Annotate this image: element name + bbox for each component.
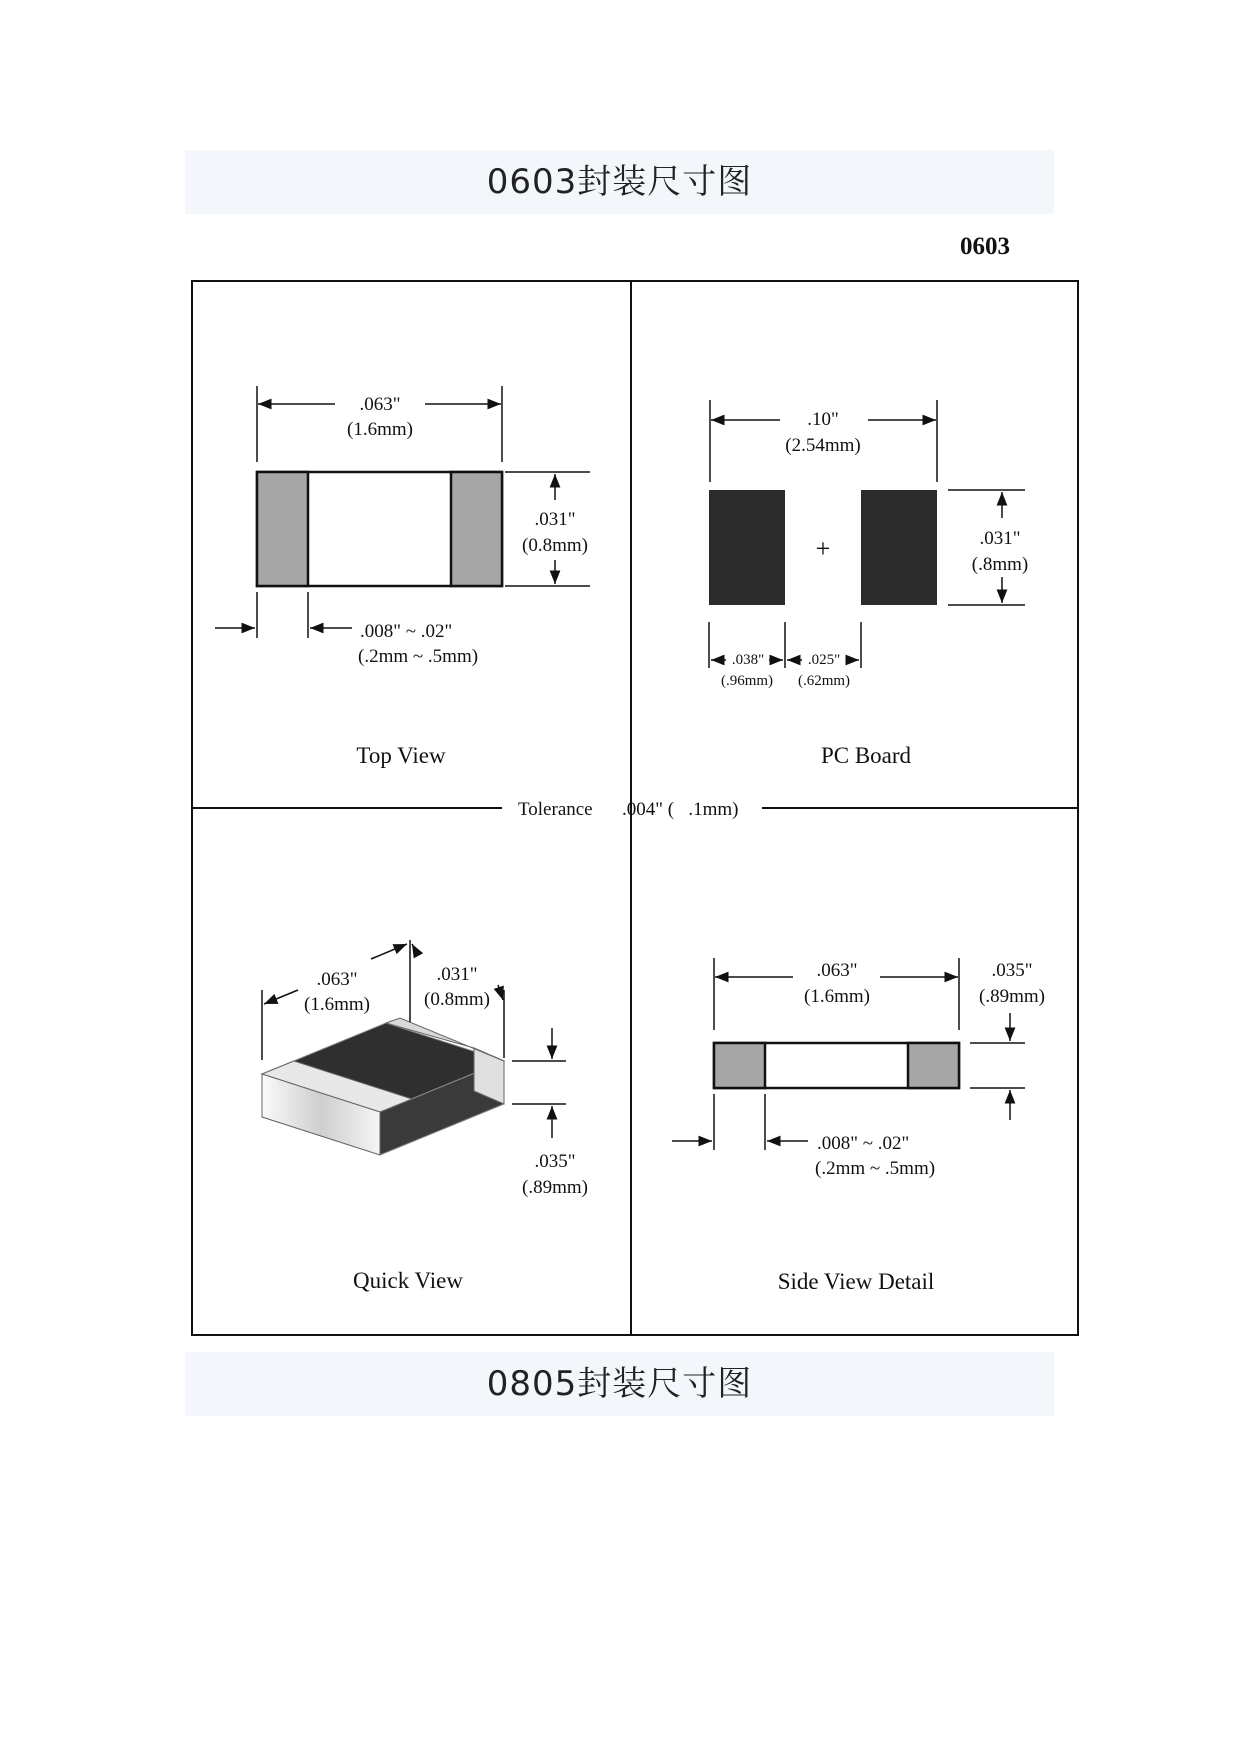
side-right-terminal <box>908 1043 959 1088</box>
pcb-gap-mm: (.62mm) <box>797 673 851 689</box>
pcb-gap-in: .025" <box>807 652 841 668</box>
section-heading-0805 <box>185 1352 1054 1416</box>
pcb-pad-height-in: .031" <box>979 528 1021 549</box>
quick-width-mm: (0.8mm) <box>424 989 490 1010</box>
quick-length-mm: (1.6mm) <box>304 994 370 1015</box>
side-terminal-in: .008" ~ .02" <box>817 1133 910 1154</box>
quick-view-caption: Quick View <box>353 1268 463 1293</box>
top-left-terminal <box>257 472 308 586</box>
heading-0603-text: 0603封装尺寸图 <box>486 162 753 202</box>
pcb-pitch-mm: (2.54mm) <box>785 435 861 456</box>
top-length-in: .063" <box>359 394 401 415</box>
side-height-in: .035" <box>991 960 1033 981</box>
pc-board-caption: PC Board <box>820 743 912 768</box>
top-view-caption: Top View <box>356 743 446 768</box>
top-length-mm: (1.6mm) <box>347 419 413 440</box>
pc-board-view <box>709 400 1028 768</box>
pcb-pad-width-in: .038" <box>731 652 765 668</box>
side-height-mm: (.89mm) <box>979 986 1045 1007</box>
top-right-terminal <box>451 472 502 586</box>
tolerance-label: Tolerance <box>518 799 593 820</box>
quick-length-in: .063" <box>316 969 358 990</box>
pcb-left-pad <box>709 490 785 605</box>
side-left-terminal <box>714 1043 765 1088</box>
top-width-in: .031" <box>534 509 576 530</box>
top-terminal-in: .008" ~ .02" <box>360 621 453 642</box>
top-terminal-mm: (.2mm ~ .5mm) <box>358 646 479 667</box>
top-width-mm: (0.8mm) <box>522 535 588 556</box>
side-view-caption: Side View Detail <box>777 1269 935 1294</box>
top-view <box>215 386 590 768</box>
side-view-detail <box>672 958 1045 1294</box>
quick-view <box>262 940 588 1293</box>
side-length-in: .063" <box>816 960 858 981</box>
quick-height-in: .035" <box>534 1151 576 1172</box>
pcb-pad-height-mm: (.8mm) <box>971 554 1029 575</box>
side-length-mm: (1.6mm) <box>804 986 870 1007</box>
quick-width-in: .031" <box>436 964 478 985</box>
quick-height-mm: (.89mm) <box>522 1177 588 1198</box>
tolerance-value: .004" ( .1mm) <box>622 799 739 820</box>
pcb-pitch-in: .10" <box>807 409 839 430</box>
pcb-pad-width-mm: (.96mm) <box>720 673 774 689</box>
heading-0805-text: 0805封装尺寸图 <box>486 1364 753 1404</box>
pcb-right-pad <box>861 490 937 605</box>
side-terminal-mm: (.2mm ~ .5mm) <box>815 1158 936 1179</box>
part-code-label: 0603 <box>960 233 1010 260</box>
pcb-center-mark: + <box>815 534 831 563</box>
